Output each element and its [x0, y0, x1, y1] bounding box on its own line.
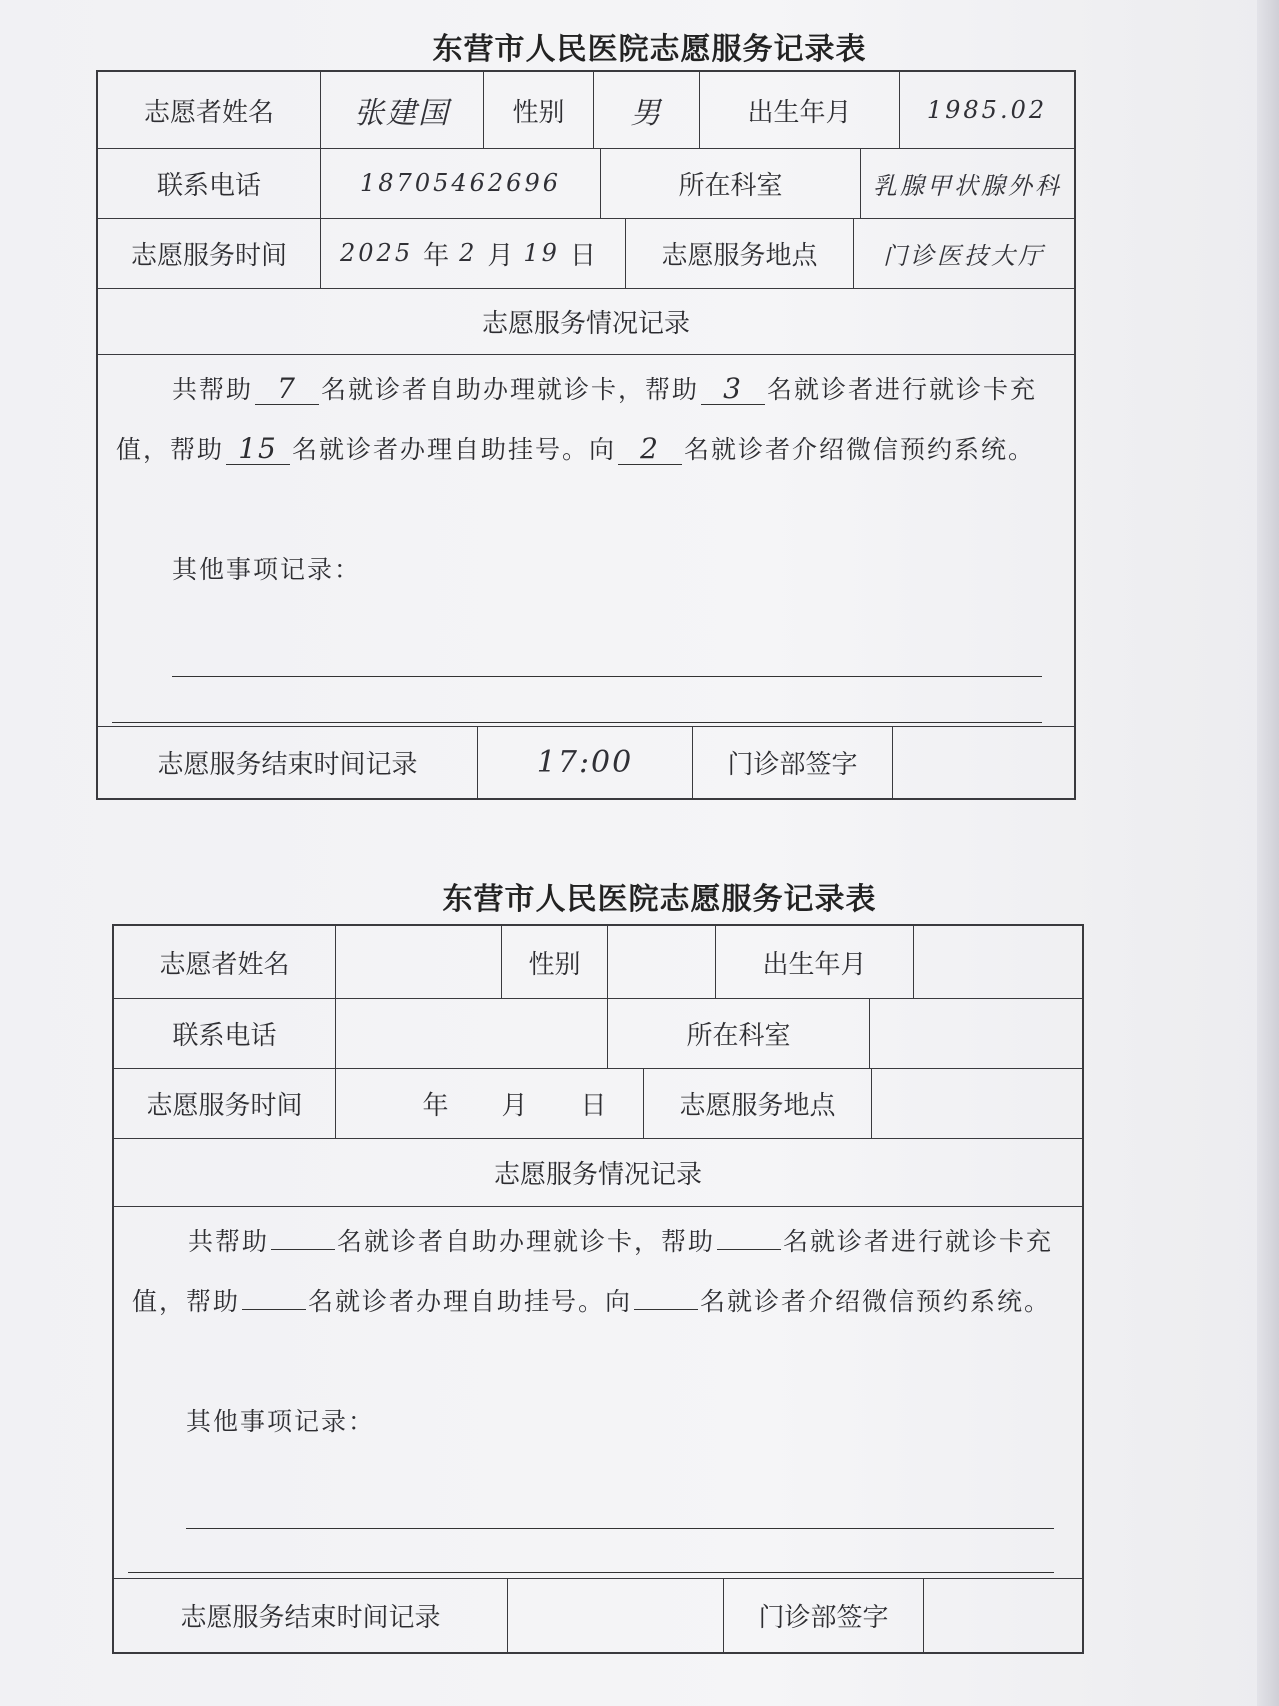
dept-label: 所在科室 — [608, 998, 870, 1068]
date-field[interactable] — [336, 1068, 644, 1138]
other-line-1[interactable] — [186, 1528, 1054, 1529]
text-part-3: 名就诊者进行就诊卡充值，帮助 — [132, 1227, 1054, 1316]
phone-field[interactable] — [336, 998, 608, 1068]
name-field[interactable]: 张建国 — [321, 72, 484, 148]
phone-label: 联系电话 — [114, 998, 336, 1068]
text-part-1: 共帮助 — [172, 375, 254, 404]
birth-field[interactable]: 1985.02 — [926, 96, 1048, 124]
time-label: 志愿服务时间 — [114, 1068, 336, 1138]
text-part-5: 名就诊者介绍微信预约系统。 — [700, 1287, 1052, 1316]
month-char: 月 — [487, 240, 514, 271]
record-paragraph — [132, 1212, 1068, 1332]
name-label: 志愿者姓名 — [98, 72, 321, 148]
row-contact — [114, 998, 1082, 1069]
row-basic-info — [98, 72, 1074, 149]
end-time-field[interactable]: 17:00 — [478, 726, 693, 798]
blank-recharge[interactable] — [717, 1249, 781, 1250]
text-part-1: 共帮助 — [188, 1227, 270, 1256]
place-label: 志愿服务地点 — [644, 1068, 872, 1138]
place-field[interactable]: 门诊医技大厅 — [883, 241, 1045, 270]
blank-wechat[interactable]: 2 — [618, 434, 682, 465]
text-part-2: 名就诊者自助办理就诊卡，帮助 — [337, 1227, 716, 1256]
other-line-1[interactable] — [172, 676, 1042, 677]
date-field[interactable] — [321, 218, 626, 288]
row-end-time — [98, 726, 1074, 798]
gender-label: 性别 — [502, 926, 608, 998]
record-form-blank — [0, 860, 1279, 1660]
birth-label: 出生年月 — [716, 926, 914, 998]
birth-label: 出生年月 — [700, 72, 900, 148]
other-line-2[interactable] — [112, 722, 1042, 723]
record-paragraph — [116, 360, 1060, 480]
text-part-4: 名就诊者办理自助挂号。向 — [292, 435, 617, 464]
year-value: 2025 — [340, 239, 414, 267]
year-char: 年 — [423, 240, 450, 271]
other-label: 其他事项记录： — [186, 1407, 376, 1436]
form-title: 东营市人民医院志愿服务记录表 — [442, 882, 877, 917]
section-title: 志愿服务情况记录 — [481, 308, 690, 339]
form-table — [96, 70, 1076, 800]
blank-register[interactable] — [242, 1309, 306, 1310]
text-part-2: 名就诊者自助办理就诊卡，帮助 — [321, 375, 700, 404]
row-end-time — [114, 1578, 1082, 1652]
phone-label: 联系电话 — [98, 148, 321, 218]
time-label: 志愿服务时间 — [98, 218, 321, 288]
dept-label: 所在科室 — [601, 148, 861, 218]
place-label: 志愿服务地点 — [626, 218, 854, 288]
sign-label: 门诊部签字 — [693, 726, 893, 798]
end-label: 志愿服务结束时间记录 — [114, 1578, 508, 1652]
sign-label: 门诊部签字 — [724, 1578, 924, 1652]
end-label: 志愿服务结束时间记录 — [98, 726, 478, 798]
sign-field[interactable] — [924, 1578, 1082, 1652]
birth-field[interactable] — [914, 926, 1082, 998]
sign-field[interactable] — [893, 726, 1074, 798]
record-form-filled — [0, 0, 1279, 800]
month-char: 月 — [501, 1090, 528, 1121]
blank-wechat[interactable] — [634, 1309, 698, 1310]
row-record-body — [98, 354, 1074, 727]
day-char: 日 — [569, 240, 596, 271]
gender-field[interactable] — [608, 926, 716, 998]
row-service-time — [98, 218, 1074, 289]
row-section-title — [114, 1138, 1082, 1207]
row-record-body — [114, 1206, 1082, 1579]
row-section-title — [98, 288, 1074, 355]
day-char: 日 — [580, 1090, 607, 1121]
month-value: 2 — [459, 239, 478, 267]
gender-field[interactable]: 男 — [594, 72, 700, 148]
dept-field[interactable] — [870, 998, 1082, 1068]
phone-field[interactable]: 18705462696 — [321, 148, 601, 218]
section-title: 志愿服务情况记录 — [493, 1159, 702, 1190]
year-char: 年 — [422, 1090, 449, 1121]
end-time-field[interactable] — [508, 1578, 724, 1652]
row-service-time — [114, 1068, 1082, 1139]
blank-recharge[interactable]: 3 — [701, 374, 765, 405]
day-value: 19 — [523, 239, 560, 267]
name-field[interactable] — [336, 926, 502, 998]
blank-cards[interactable] — [271, 1249, 335, 1250]
other-line-2[interactable] — [128, 1572, 1054, 1573]
text-part-4: 名就诊者办理自助挂号。向 — [308, 1287, 633, 1316]
form-title: 东营市人民医院志愿服务记录表 — [432, 32, 867, 67]
text-part-5: 名就诊者介绍微信预约系统。 — [684, 435, 1036, 464]
name-label: 志愿者姓名 — [114, 926, 336, 998]
form-table — [112, 924, 1084, 1654]
blank-cards[interactable]: 7 — [255, 374, 319, 405]
text-part-3: 名就诊者进行就诊卡充值，帮助 — [116, 375, 1038, 464]
place-field[interactable] — [872, 1068, 1082, 1138]
other-label: 其他事项记录： — [172, 555, 362, 584]
row-contact — [98, 148, 1074, 219]
row-basic-info — [114, 926, 1082, 999]
dept-field[interactable]: 乳腺甲状腺外科 — [873, 171, 1062, 200]
blank-register[interactable]: 15 — [226, 434, 290, 465]
gender-label: 性别 — [484, 72, 594, 148]
